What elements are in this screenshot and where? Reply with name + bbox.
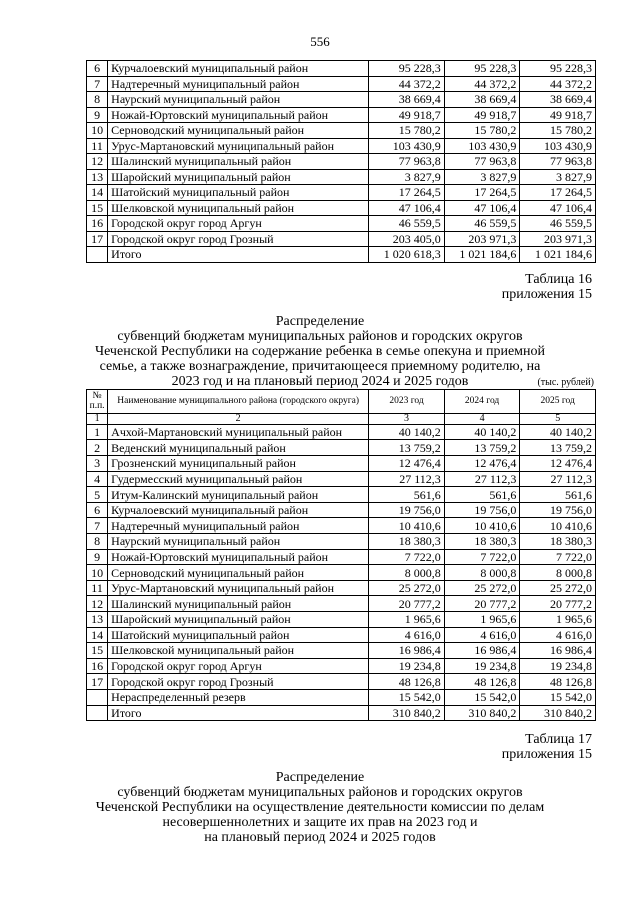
value-2023: 8 000,8 bbox=[369, 565, 445, 581]
table-row bbox=[87, 169, 596, 185]
value-2024: 47 106,4 bbox=[444, 200, 520, 216]
row-name: Курчалоевский муниципальный район bbox=[108, 502, 369, 518]
row-number: 10 bbox=[87, 565, 108, 581]
value-2024: 1 021 184,6 bbox=[444, 247, 520, 263]
value-2023: 12 476,4 bbox=[369, 456, 445, 472]
value-2025: 18 380,3 bbox=[520, 534, 596, 550]
row-number: 7 bbox=[87, 76, 108, 92]
value-2023: 47 106,4 bbox=[369, 200, 445, 216]
value-2025: 20 777,2 bbox=[520, 596, 596, 612]
table-row bbox=[87, 549, 596, 565]
value-2024: 77 963,8 bbox=[444, 154, 520, 170]
value-2025: 15 780,2 bbox=[520, 123, 596, 139]
table16 bbox=[86, 389, 596, 721]
value-2023: 10 410,6 bbox=[369, 518, 445, 534]
header-num bbox=[87, 390, 108, 414]
value-2023: 1 965,6 bbox=[369, 612, 445, 628]
table16-caption-line: Чеченской Республики на содержание ребенка в семье опекуна и приемной bbox=[94, 344, 546, 359]
header-name: Наименование муниципального района (городского округа) bbox=[108, 390, 369, 414]
row-name: Ножай-Юртовский муниципальный район bbox=[108, 549, 369, 565]
value-2023: 38 669,4 bbox=[369, 92, 445, 108]
header-num-line2: п.п. bbox=[89, 401, 105, 412]
colnum: 2 bbox=[108, 413, 369, 424]
value-2024: 25 272,0 bbox=[444, 580, 520, 596]
row-name: Шалинский муниципальный район bbox=[108, 154, 369, 170]
table17-caption bbox=[90, 770, 550, 845]
row-number: 8 bbox=[87, 534, 108, 550]
row-name: Городской округ город Аргун bbox=[108, 658, 369, 674]
table-row bbox=[87, 456, 596, 472]
value-2024: 16 986,4 bbox=[444, 643, 520, 659]
value-2023: 19 756,0 bbox=[369, 502, 445, 518]
table-row bbox=[87, 658, 596, 674]
value-2024: 19 756,0 bbox=[444, 502, 520, 518]
value-2024: 20 777,2 bbox=[444, 596, 520, 612]
value-2025: 3 827,9 bbox=[520, 169, 596, 185]
table17-caption-line: несовершеннолетних и защите их прав на 2023 год и bbox=[162, 815, 478, 830]
table-row bbox=[87, 154, 596, 170]
row-number: 9 bbox=[87, 549, 108, 565]
value-2024: 8 000,8 bbox=[444, 565, 520, 581]
row-number: 16 bbox=[87, 216, 108, 232]
value-2023: 3 827,9 bbox=[369, 169, 445, 185]
row-number: 6 bbox=[87, 61, 108, 77]
header-2025: 2025 год bbox=[520, 390, 596, 414]
value-2023: 561,6 bbox=[369, 487, 445, 503]
value-2024: 17 264,5 bbox=[444, 185, 520, 201]
row-name: Шелковской муниципальный район bbox=[108, 643, 369, 659]
table-row bbox=[87, 705, 596, 721]
table-row bbox=[87, 612, 596, 628]
table-row bbox=[87, 231, 596, 247]
row-number: 6 bbox=[87, 502, 108, 518]
value-2025: 1 965,6 bbox=[520, 612, 596, 628]
value-2023: 77 963,8 bbox=[369, 154, 445, 170]
row-name: Курчалоевский муниципальный район bbox=[108, 61, 369, 77]
table-row bbox=[87, 534, 596, 550]
table-row bbox=[87, 471, 596, 487]
table-row bbox=[87, 138, 596, 154]
value-2023: 40 140,2 bbox=[369, 424, 445, 440]
row-name: Веденский муниципальный район bbox=[108, 440, 369, 456]
value-2023: 7 722,0 bbox=[369, 549, 445, 565]
table16-caption-line: семье, а также вознаграждение, причитающееся приемному родителю, на bbox=[99, 359, 541, 374]
table-row bbox=[87, 627, 596, 643]
row-number: 10 bbox=[87, 123, 108, 139]
table17-caption-line: на плановый период 2024 и 2025 годов bbox=[204, 830, 436, 845]
row-name: Шатойский муниципальный район bbox=[108, 627, 369, 643]
colnum: 5 bbox=[520, 413, 596, 424]
row-number: 17 bbox=[87, 674, 108, 690]
value-2025: 19 234,8 bbox=[520, 658, 596, 674]
row-number: 16 bbox=[87, 658, 108, 674]
row-number bbox=[87, 689, 108, 705]
row-number: 8 bbox=[87, 92, 108, 108]
row-number: 15 bbox=[87, 200, 108, 216]
table16-label bbox=[502, 272, 592, 302]
value-2024: 40 140,2 bbox=[444, 424, 520, 440]
table17-caption-line: Чеченской Республики на осуществление деятельности комиссии по делам bbox=[95, 800, 545, 815]
row-number: 14 bbox=[87, 627, 108, 643]
value-2024: 15 780,2 bbox=[444, 123, 520, 139]
value-2025: 46 559,5 bbox=[520, 216, 596, 232]
value-2024: 10 410,6 bbox=[444, 518, 520, 534]
value-2023: 17 264,5 bbox=[369, 185, 445, 201]
units-label: (тыс. рублей) bbox=[537, 377, 594, 388]
value-2023: 4 616,0 bbox=[369, 627, 445, 643]
header-num-line1: № bbox=[92, 391, 102, 401]
value-2025: 12 476,4 bbox=[520, 456, 596, 472]
table-row bbox=[87, 107, 596, 123]
value-2025: 4 616,0 bbox=[520, 627, 596, 643]
row-number: 1 bbox=[87, 424, 108, 440]
value-2024: 27 112,3 bbox=[444, 471, 520, 487]
header-2023: 2023 год bbox=[369, 390, 445, 414]
row-name: Надтеречный муниципальный район bbox=[108, 518, 369, 534]
value-2024: 4 616,0 bbox=[444, 627, 520, 643]
table-row bbox=[87, 247, 596, 263]
row-number: 13 bbox=[87, 612, 108, 628]
value-2025: 40 140,2 bbox=[520, 424, 596, 440]
table-row bbox=[87, 689, 596, 705]
table-row bbox=[87, 424, 596, 440]
value-2025: 10 410,6 bbox=[520, 518, 596, 534]
colnum: 4 bbox=[444, 413, 520, 424]
row-name: Надтеречный муниципальный район bbox=[108, 76, 369, 92]
table16-body bbox=[87, 424, 596, 720]
value-2024: 95 228,3 bbox=[444, 61, 520, 77]
value-2025: 8 000,8 bbox=[520, 565, 596, 581]
table-row bbox=[87, 76, 596, 92]
row-name: Шаройский муниципальный район bbox=[108, 612, 369, 628]
value-2023: 20 777,2 bbox=[369, 596, 445, 612]
value-2025: 38 669,4 bbox=[520, 92, 596, 108]
value-2024: 49 918,7 bbox=[444, 107, 520, 123]
value-2024: 15 542,0 bbox=[444, 689, 520, 705]
value-2023: 15 542,0 bbox=[369, 689, 445, 705]
value-2024: 18 380,3 bbox=[444, 534, 520, 550]
table-row bbox=[87, 216, 596, 232]
page-number: 556 bbox=[310, 34, 330, 49]
table16-caption-line: Распределение bbox=[275, 314, 365, 329]
row-number: 5 bbox=[87, 487, 108, 503]
row-number bbox=[87, 247, 108, 263]
table16-caption-line: субвенций бюджетам муниципальных районов и городских округов bbox=[117, 329, 523, 344]
value-2024: 561,6 bbox=[444, 487, 520, 503]
value-2025: 203 971,3 bbox=[520, 231, 596, 247]
value-2023: 18 380,3 bbox=[369, 534, 445, 550]
row-name: Шаройский муниципальный район bbox=[108, 169, 369, 185]
table17-label-line1: Таблица 17 bbox=[525, 732, 592, 747]
row-name: Ножай-Юртовский муниципальный район bbox=[108, 107, 369, 123]
value-2024: 203 971,3 bbox=[444, 231, 520, 247]
value-2023: 15 780,2 bbox=[369, 123, 445, 139]
row-number: 2 bbox=[87, 440, 108, 456]
row-name: Городской округ город Грозный bbox=[108, 674, 369, 690]
value-2025: 17 264,5 bbox=[520, 185, 596, 201]
table-row bbox=[87, 502, 596, 518]
row-name: Городской округ город Аргун bbox=[108, 216, 369, 232]
value-2023: 49 918,7 bbox=[369, 107, 445, 123]
table16-caption bbox=[90, 314, 550, 389]
row-name: Шелковской муниципальный район bbox=[108, 200, 369, 216]
value-2025: 16 986,4 bbox=[520, 643, 596, 659]
value-2024: 310 840,2 bbox=[444, 705, 520, 721]
row-name: Наурский муниципальный район bbox=[108, 534, 369, 550]
row-name: Итум-Калинский муниципальный район bbox=[108, 487, 369, 503]
value-2025: 1 021 184,6 bbox=[520, 247, 596, 263]
value-2024: 12 476,4 bbox=[444, 456, 520, 472]
value-2025: 27 112,3 bbox=[520, 471, 596, 487]
table16-caption-line: 2023 год и на плановый период 2024 и 2025 годов bbox=[171, 374, 469, 389]
table16-header-row bbox=[87, 390, 596, 414]
value-2023: 25 272,0 bbox=[369, 580, 445, 596]
table17-label-line2: приложения 15 bbox=[501, 747, 592, 762]
row-number: 15 bbox=[87, 643, 108, 659]
table-row bbox=[87, 185, 596, 201]
row-number: 11 bbox=[87, 138, 108, 154]
value-2025: 19 756,0 bbox=[520, 502, 596, 518]
value-2023: 1 020 618,3 bbox=[369, 247, 445, 263]
colnum: 1 bbox=[87, 413, 108, 424]
value-2024: 38 669,4 bbox=[444, 92, 520, 108]
row-name: Урус-Мартановский муниципальный район bbox=[108, 580, 369, 596]
table-row bbox=[87, 580, 596, 596]
row-number bbox=[87, 705, 108, 721]
value-2024: 19 234,8 bbox=[444, 658, 520, 674]
value-2023: 95 228,3 bbox=[369, 61, 445, 77]
value-2025: 77 963,8 bbox=[520, 154, 596, 170]
value-2025: 95 228,3 bbox=[520, 61, 596, 77]
value-2024: 44 372,2 bbox=[444, 76, 520, 92]
value-2024: 13 759,2 bbox=[444, 440, 520, 456]
value-2023: 16 986,4 bbox=[369, 643, 445, 659]
table16-label-line2: приложения 15 bbox=[501, 287, 592, 302]
table-row bbox=[87, 565, 596, 581]
value-2023: 103 430,9 bbox=[369, 138, 445, 154]
value-2025: 48 126,8 bbox=[520, 674, 596, 690]
table-row bbox=[87, 487, 596, 503]
row-number: 12 bbox=[87, 154, 108, 170]
row-name: Итого bbox=[108, 705, 369, 721]
table-row bbox=[87, 61, 596, 77]
table16-colnum-row bbox=[87, 413, 596, 424]
row-name: Урус-Мартановский муниципальный район bbox=[108, 138, 369, 154]
table-row bbox=[87, 674, 596, 690]
table17-caption-line: субвенций бюджетам муниципальных районов и городских округов bbox=[117, 785, 523, 800]
row-name: Итого bbox=[108, 247, 369, 263]
table16-label-line1: Таблица 16 bbox=[525, 272, 592, 287]
value-2025: 47 106,4 bbox=[520, 200, 596, 216]
row-name: Серноводский муниципальный район bbox=[108, 123, 369, 139]
table-row bbox=[87, 643, 596, 659]
value-2024: 1 965,6 bbox=[444, 612, 520, 628]
table-row bbox=[87, 123, 596, 139]
row-number: 17 bbox=[87, 231, 108, 247]
row-name: Шатойский муниципальный район bbox=[108, 185, 369, 201]
value-2024: 103 430,9 bbox=[444, 138, 520, 154]
table-continuation-body bbox=[87, 61, 596, 263]
row-name: Городской округ город Грозный bbox=[108, 231, 369, 247]
table17-label bbox=[502, 732, 592, 762]
value-2023: 48 126,8 bbox=[369, 674, 445, 690]
value-2023: 310 840,2 bbox=[369, 705, 445, 721]
row-name: Шалинский муниципальный район bbox=[108, 596, 369, 612]
header-2024: 2024 год bbox=[444, 390, 520, 414]
row-name: Гудермесский муниципальный район bbox=[108, 471, 369, 487]
value-2025: 561,6 bbox=[520, 487, 596, 503]
value-2025: 44 372,2 bbox=[520, 76, 596, 92]
value-2024: 48 126,8 bbox=[444, 674, 520, 690]
value-2023: 44 372,2 bbox=[369, 76, 445, 92]
value-2023: 19 234,8 bbox=[369, 658, 445, 674]
value-2025: 15 542,0 bbox=[520, 689, 596, 705]
row-name: Серноводский муниципальный район bbox=[108, 565, 369, 581]
table-continuation bbox=[86, 60, 596, 263]
value-2023: 13 759,2 bbox=[369, 440, 445, 456]
value-2024: 7 722,0 bbox=[444, 549, 520, 565]
value-2025: 310 840,2 bbox=[520, 705, 596, 721]
value-2023: 27 112,3 bbox=[369, 471, 445, 487]
table-row bbox=[87, 92, 596, 108]
value-2025: 25 272,0 bbox=[520, 580, 596, 596]
value-2025: 7 722,0 bbox=[520, 549, 596, 565]
value-2025: 103 430,9 bbox=[520, 138, 596, 154]
row-number: 14 bbox=[87, 185, 108, 201]
row-number: 3 bbox=[87, 456, 108, 472]
row-number: 11 bbox=[87, 580, 108, 596]
table-row bbox=[87, 518, 596, 534]
row-name: Ачхой-Мартановский муниципальный район bbox=[108, 424, 369, 440]
value-2025: 49 918,7 bbox=[520, 107, 596, 123]
row-name: Грозненский муниципальный район bbox=[108, 456, 369, 472]
value-2023: 46 559,5 bbox=[369, 216, 445, 232]
value-2023: 203 405,0 bbox=[369, 231, 445, 247]
colnum: 3 bbox=[369, 413, 445, 424]
value-2024: 3 827,9 bbox=[444, 169, 520, 185]
value-2025: 13 759,2 bbox=[520, 440, 596, 456]
row-number: 13 bbox=[87, 169, 108, 185]
table-row bbox=[87, 440, 596, 456]
table17-caption-line: Распределение bbox=[275, 770, 365, 785]
row-number: 9 bbox=[87, 107, 108, 123]
row-name: Нераспределенный резерв bbox=[108, 689, 369, 705]
table-row bbox=[87, 200, 596, 216]
value-2024: 46 559,5 bbox=[444, 216, 520, 232]
row-number: 12 bbox=[87, 596, 108, 612]
row-name: Наурский муниципальный район bbox=[108, 92, 369, 108]
table-row bbox=[87, 596, 596, 612]
row-number: 4 bbox=[87, 471, 108, 487]
row-number: 7 bbox=[87, 518, 108, 534]
